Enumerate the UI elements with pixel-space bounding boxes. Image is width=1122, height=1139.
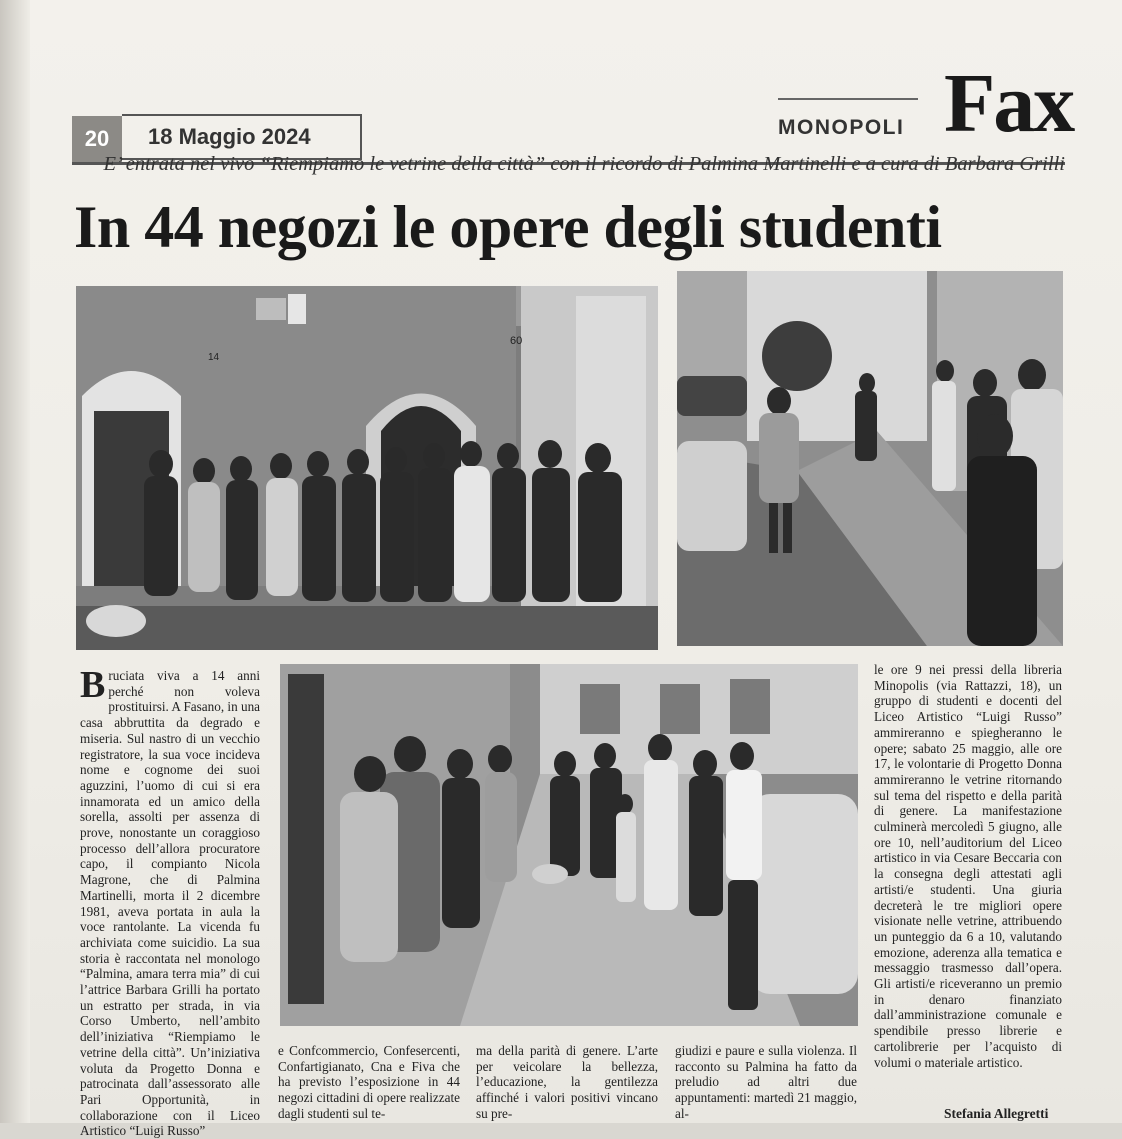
- column-1-text: ruciata viva a 14 anni perché non voleva prostituirsi. A Fasano, in una casa abbruttita da degrado e miseria. Sul nastro di un vecchio registratore, la sua voce incideva nome e cognome dei suoi aguzzini, l’uomo di cui si era innamorata ed un amico della sorella, assolti per assenza di prove, nonostante un coraggioso processo dell’allora procuratore capo, il compianto Nicola Magrone, che di Palmina Martinelli, morta il 2 dicembre 1981, aveva portata in aula la voce rantolante. La vicenda fu archiviata come suicidio. La sua storia è raccontata nel monologo “Palmina, amara terra mia” di cui l’attrice Barbara Grilli ha portato un estratto per strada, in via Corso Umberto, nell’ambito dell’iniziativa “Riempiamo le vetrine della città”. Un’iniziativa voluta da Progetto Donna e patrocinata dall’assessorato alle Pari Opportunità, in collaborazione con il Liceo Artistico “Luigi Russo”: [80, 668, 261, 1139]
- column-4-text: giudizi e paure e sulla violenza. Il racconto su Palmina ha fatto da preludio ad altri due appuntamenti: martedì 21 maggio, al-: [675, 1043, 857, 1121]
- masthead-logo: Fax: [944, 57, 1074, 150]
- article-headline: In 44 negozi le opere degli studenti: [74, 194, 942, 260]
- photo-group-doorway: [76, 286, 658, 650]
- issue-date: 18 Maggio 2024: [122, 114, 362, 160]
- doorway-number: 60: [510, 335, 523, 347]
- wall-number: 14: [208, 352, 220, 363]
- photo-street-performance: [280, 664, 858, 1026]
- article-kicker: E’ entrata nel vivo “Riempiamo le vetrine della città” con il ricordo di Palmina Martinelli e a cura di Barbara Grilli: [103, 153, 1065, 175]
- article-byline: Stefania Allegretti: [944, 1106, 1049, 1121]
- article-column-4: [675, 1043, 857, 1122]
- article-column-2: [278, 1043, 460, 1122]
- photo-street-group: [677, 271, 1063, 646]
- column-3-text: ma della parità di genere. L’arte per veicolare la bellezza, l’educazione, la gentilezza affinché i valori positivi vincano su pre-: [476, 1043, 658, 1121]
- column-2-text: e Confcommercio, Confesercenti, Confartigianato, Cna e Fiva che ha previsto l’esposizione in 44 negozi cittadini di opere realizzate dagli studenti sul te-: [278, 1043, 460, 1121]
- article-column-5: [874, 662, 1062, 1070]
- section-rule: [778, 98, 918, 100]
- page-edge-shadow: [0, 0, 30, 1123]
- section-name: MONOPOLI: [778, 116, 905, 139]
- page-number: 20: [72, 116, 122, 162]
- drop-cap: B: [80, 664, 106, 706]
- article-column-1: [80, 664, 261, 1139]
- column-5-text: le ore 9 nei pressi della libreria Minopolis (via Rattazzi, 18), un gruppo di studenti e docenti del Liceo Artistico “Luigi Russo” ammireranno e spiegheranno le opere; sabato 25 maggio, alle ore 17, le volontarie di Progetto Donna ammireranno le vetrine ritornando sul tema del rispetto e della parità di genere. La manifestazione culminerà mercoledì 5 giugno, alle ore 10, nell’auditorium del Liceo artistico in via Cesare Beccaria con la consegna degli attestati agli artisti/e studenti. Una giuria decreterà le tre migliori opere visionate nelle vetrine, attribuendo un punteggio da 6 a 10, valutando emozione, aderenza alla tematica e messaggio trasmesso dall’opera. Gli artisti/e riceveranno un premio in denaro finanziato dall’amministrazione comunale e spendibile presso librerie e cartolibrerie per l’acquisto di volumi o materiale artistico.: [874, 662, 1062, 1070]
- article-column-3: [476, 1043, 658, 1122]
